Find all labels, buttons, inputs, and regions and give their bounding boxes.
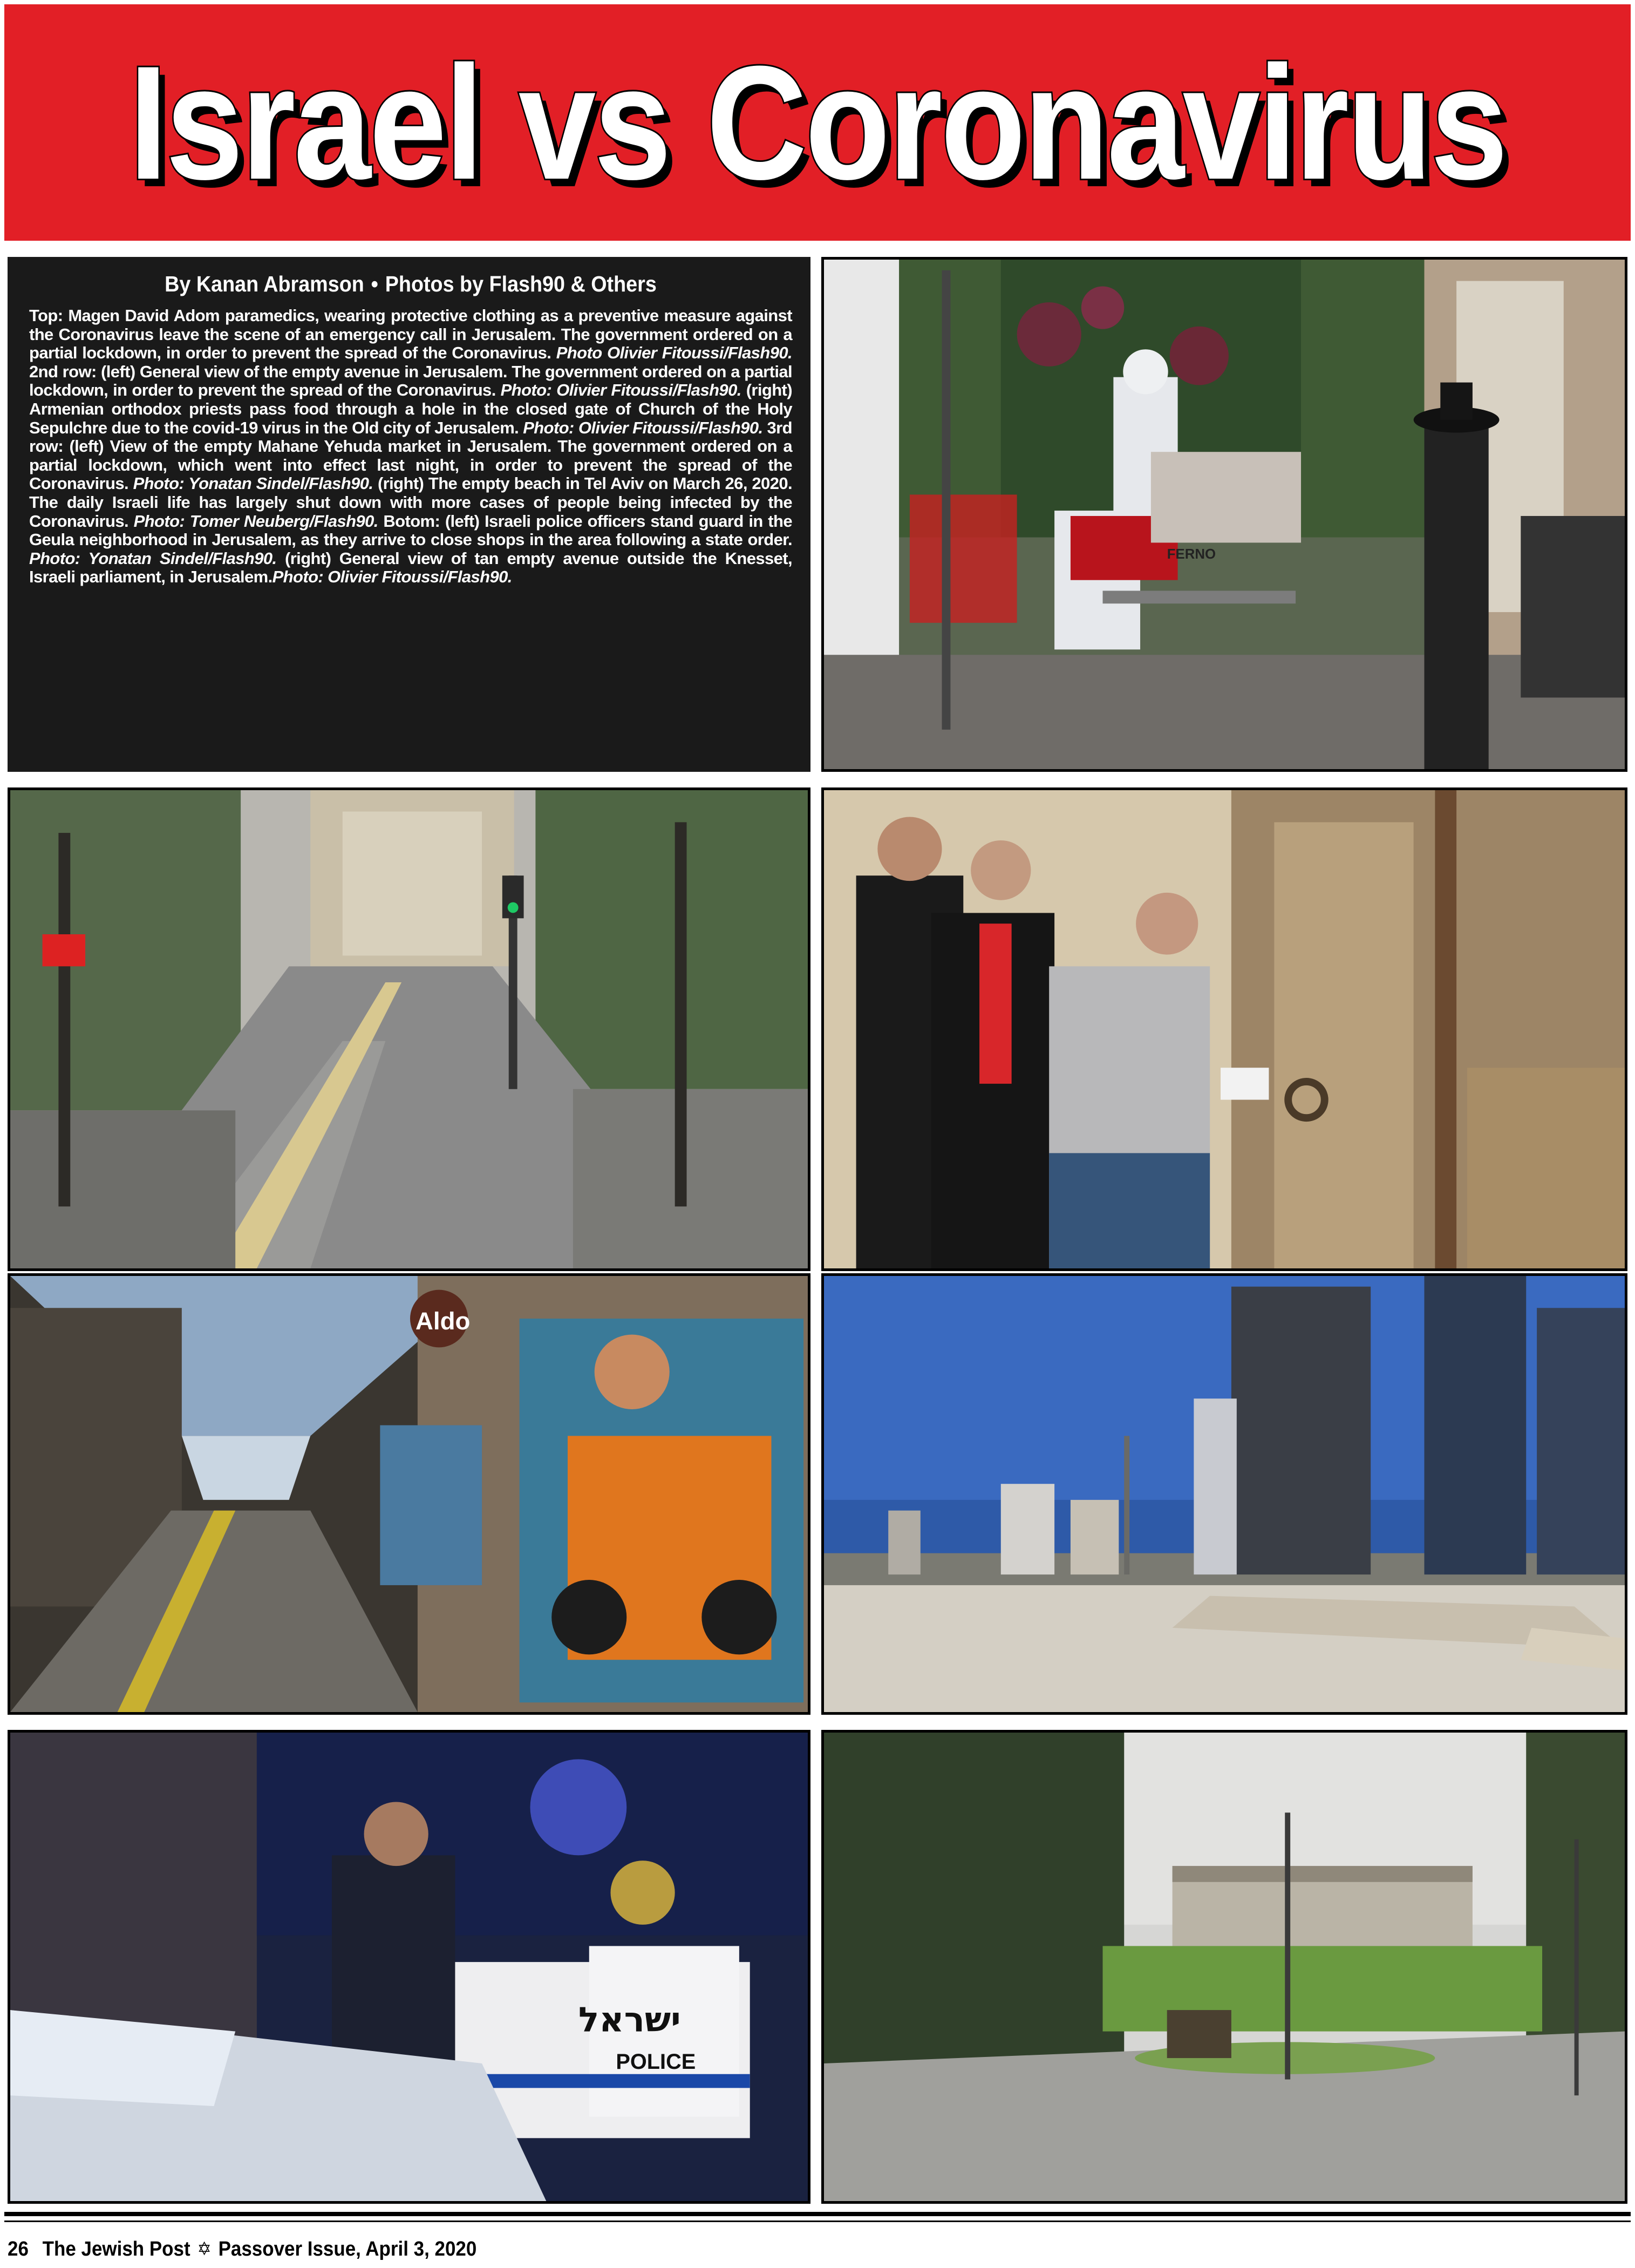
byline-photos: Photos by Flash90 & Others: [385, 271, 657, 296]
caption-segment: Top: Magen David Adom paramedics, wearing protective clothing as a preventive measure against the Coronavirus leave the scene of an emergency call in Jerusalem. The government ordered on a partial lockdown, in order to prevent the spread of the Coronavirus.: [29, 306, 792, 363]
beach-illustration: [824, 1276, 1625, 1712]
photo-police: [8, 1730, 810, 2204]
market-illustration: [10, 1276, 808, 1712]
byline: [60, 270, 762, 298]
caption-segment: (right) General view of tan empty avenue outside the Knesset, Israeli parliament, in Jerusalem.: [29, 548, 792, 587]
paramedics-illustration: [824, 260, 1625, 769]
avenue-illustration: [10, 790, 808, 1268]
caption-segment: (right) Armenian orthodox priests pass food through a hole in the closed gate of Church of the Holy Sepulchre due to the covid-19 virus in the Old city of Jerusalem.: [29, 381, 793, 437]
byline-separator: •: [371, 271, 378, 296]
photo-priests-gate: [821, 787, 1627, 1271]
police-car-hebrew: ישראל: [578, 1999, 681, 2040]
footer-rule-thin: [4, 2221, 1631, 2222]
byline-author: By Kanan Abramson: [165, 271, 364, 296]
caption-credit: Photo Olivier Fitoussi/Flash90.: [556, 343, 793, 363]
page-title: Israel vs Coronavirus: [129, 32, 1506, 213]
market-sign-text: Aldo: [415, 1307, 471, 1335]
publication-name: The Jewish Post: [42, 2238, 190, 2260]
photo-empty-market: [8, 1273, 810, 1715]
caption-segment: (right) The empty beach in Tel Aviv on March 26, 2020. The daily Israeli life has largely shut down with more cases of people being infected by the Coronavirus.: [29, 474, 792, 531]
caption-text: [29, 307, 792, 587]
police-illustration: [10, 1733, 808, 2201]
star-of-david-icon: ✡: [197, 2239, 212, 2259]
police-car-text: POLICE: [616, 2049, 696, 2074]
caption-segment: 3rd row: (left) View of the empty Mahane Yehuda market in Jerusalem. The government ordered on a partial lockdown, which went into effect last night, in order to prevent the spread of the Coronavirus.: [29, 418, 792, 493]
caption-credit: Photo: Olivier Fitoussi/Flash90.: [272, 567, 512, 587]
caption-credit: Photo: Olivier Fitoussi/Flash90.: [500, 381, 741, 400]
photo-empty-beach: [821, 1273, 1627, 1715]
caption-credit: Photo: Tomer Neuberg/Flash90.: [133, 511, 378, 531]
caption-credit: Photo: Olivier Fitoussi/Flash90.: [523, 418, 763, 437]
footer-rule-thick: [4, 2212, 1631, 2216]
page-number: 26: [8, 2238, 29, 2260]
caption-box: [8, 257, 810, 772]
paramedics-sign-text: FERNO: [1167, 547, 1216, 562]
caption-segment: 2nd row: (left) General view of the empty avenue in Jerusalem. The government ordered on a partial lockdown, in order to prevent the spread of the Coronavirus.: [29, 362, 792, 400]
page-footer: [8, 2236, 476, 2263]
header-banner: [4, 4, 1631, 241]
priests-illustration: [824, 790, 1625, 1268]
photo-empty-avenue: [8, 787, 810, 1271]
knesset-illustration: [824, 1733, 1625, 2201]
caption-segment: Botom: (left) Israeli police officers stand guard in the Geula neighborhood in Jerusalem, as they arrive to close shops in the area following a state order.: [29, 511, 792, 549]
photo-knesset-avenue: [821, 1730, 1627, 2204]
caption-credit: Photo: Yonatan Sindel/Flash90.: [133, 474, 373, 493]
photo-paramedics: [821, 257, 1627, 772]
issue-date: Passover Issue, April 3, 2020: [218, 2238, 477, 2260]
caption-credit: Photo: Yonatan Sindel/Flash90.: [29, 548, 277, 568]
